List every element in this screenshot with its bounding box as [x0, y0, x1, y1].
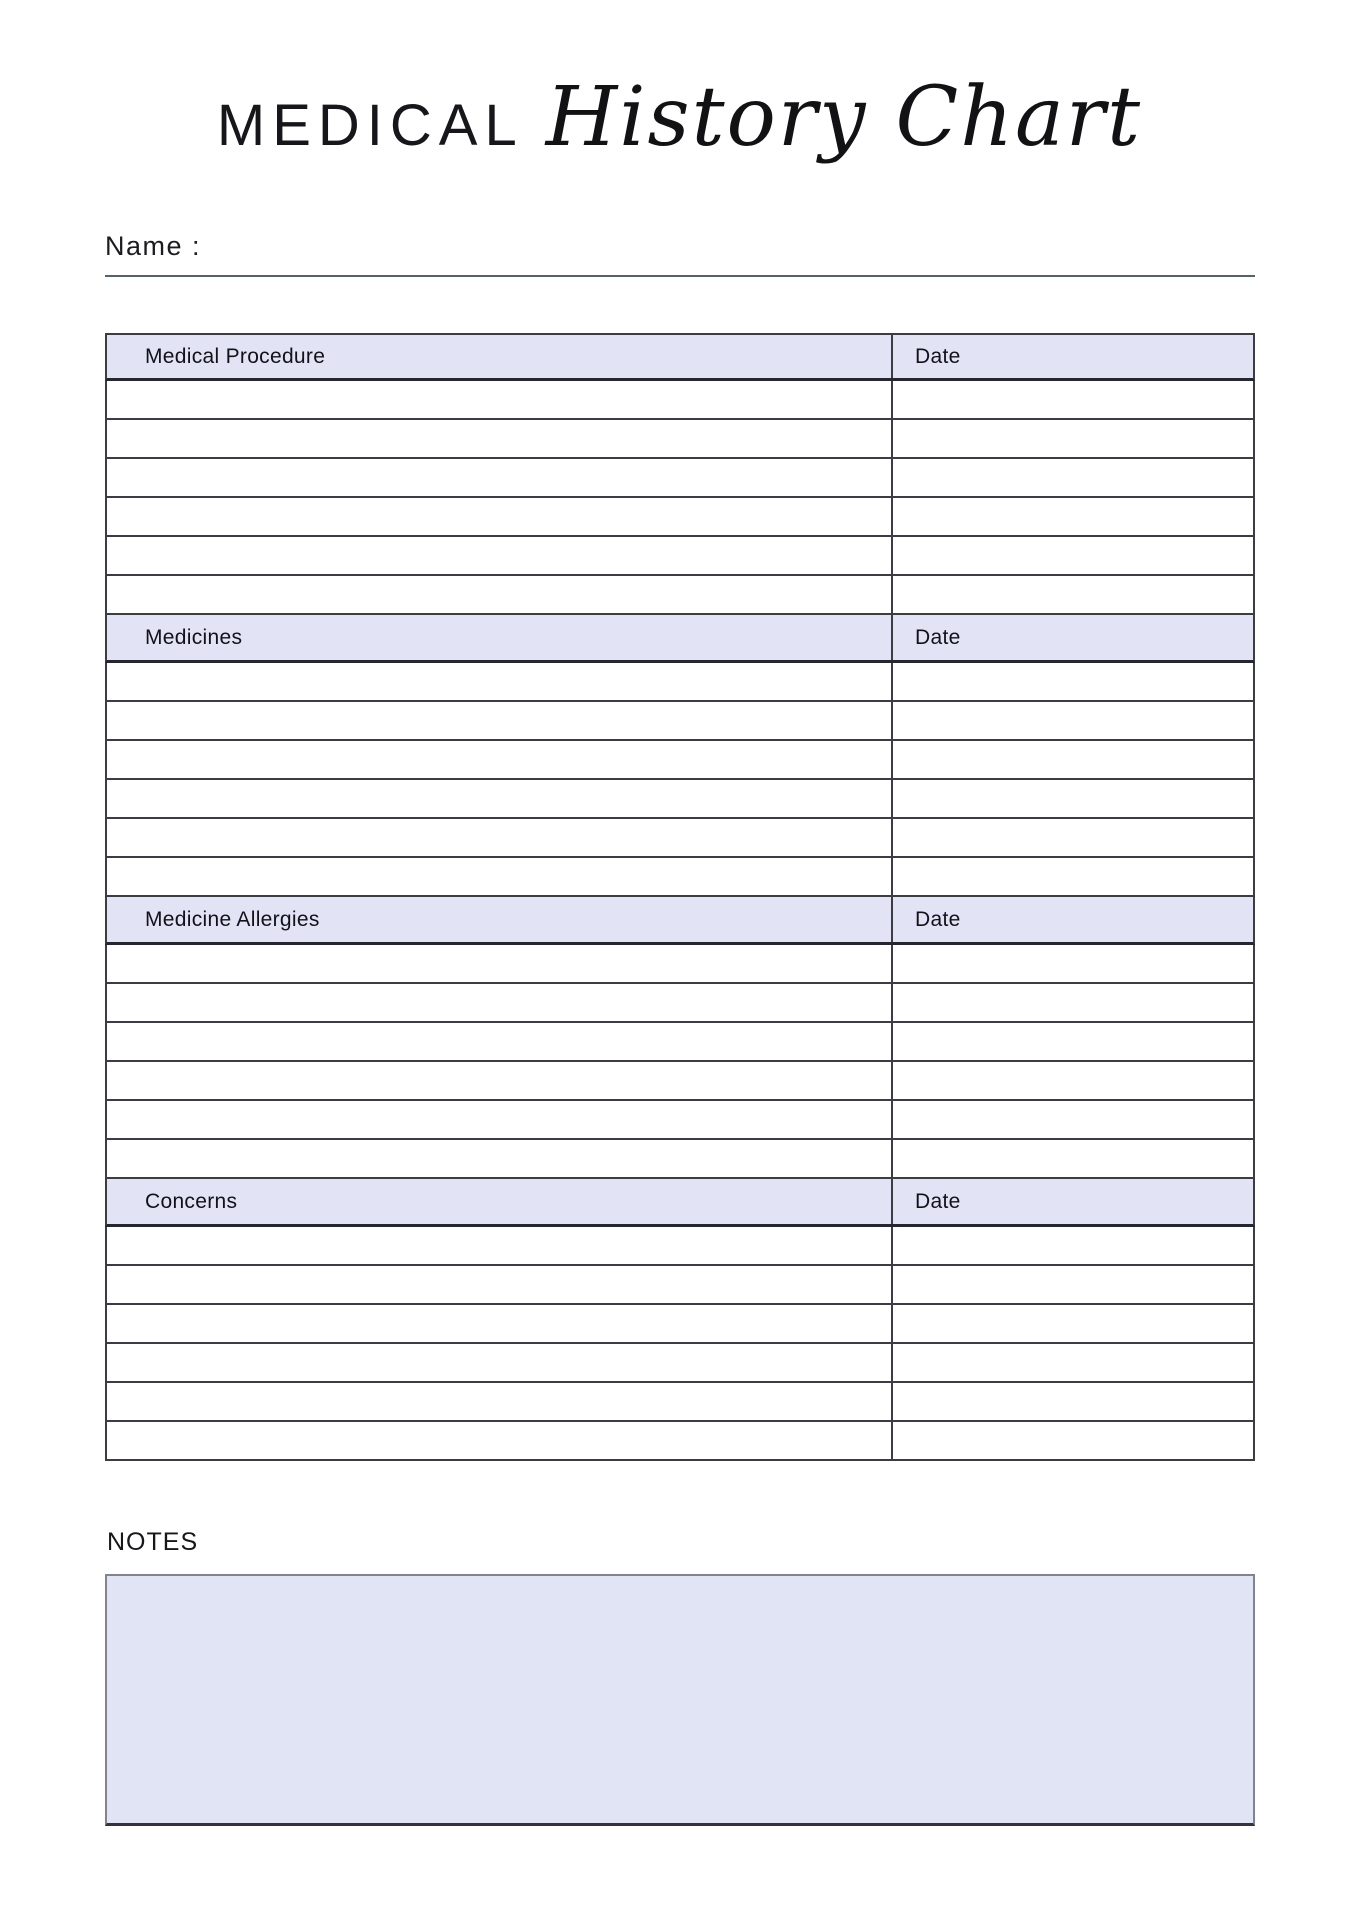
concern-cell[interactable]: [107, 1344, 893, 1381]
section-concerns: [105, 1179, 1255, 1461]
allergy-cell[interactable]: [107, 984, 893, 1021]
section-title-medicines: Medicines: [107, 615, 893, 660]
table-row: [105, 381, 1255, 420]
table-row: [105, 945, 1255, 984]
section-medicine-allergies: [105, 897, 1255, 1179]
table-row: [105, 741, 1255, 780]
table-row: [105, 858, 1255, 897]
section-header-row: [105, 333, 1255, 381]
table-row: [105, 498, 1255, 537]
date-cell[interactable]: [893, 1062, 1253, 1099]
date-cell[interactable]: [893, 702, 1253, 739]
table-row: [105, 576, 1255, 615]
table-row: [105, 819, 1255, 858]
date-cell[interactable]: [893, 1227, 1253, 1264]
table-row: [105, 1023, 1255, 1062]
date-cell[interactable]: [893, 1305, 1253, 1342]
section-header-row: [105, 615, 1255, 663]
date-column-header: Date: [915, 1189, 961, 1213]
medicine-cell[interactable]: [107, 858, 893, 895]
date-cell[interactable]: [893, 1344, 1253, 1381]
notes-label: NOTES: [107, 1528, 199, 1556]
date-column-header: Date: [915, 344, 961, 368]
date-cell[interactable]: [893, 1383, 1253, 1420]
medicine-cell[interactable]: [107, 780, 893, 817]
page-title-script: History Chart: [545, 70, 1143, 165]
table-row: [105, 780, 1255, 819]
table-row: [105, 537, 1255, 576]
procedure-cell[interactable]: [107, 459, 893, 496]
table-row: [105, 1227, 1255, 1266]
table-row: [105, 420, 1255, 459]
concern-cell[interactable]: [107, 1422, 893, 1459]
table-row: [105, 663, 1255, 702]
table-row: [105, 1422, 1255, 1461]
date-cell[interactable]: [893, 663, 1253, 700]
date-cell[interactable]: [893, 537, 1253, 574]
notes-input-area[interactable]: [105, 1574, 1255, 1826]
section-header-row: [105, 1179, 1255, 1227]
section-medical-procedure: [105, 333, 1255, 615]
medicine-cell[interactable]: [107, 819, 893, 856]
allergy-cell[interactable]: [107, 945, 893, 982]
allergy-cell[interactable]: [107, 1140, 893, 1177]
section-title-concerns: Concerns: [107, 1179, 893, 1224]
date-cell[interactable]: [893, 381, 1253, 418]
medicine-cell[interactable]: [107, 741, 893, 778]
date-cell[interactable]: [893, 741, 1253, 778]
concern-cell[interactable]: [107, 1383, 893, 1420]
table-row: [105, 702, 1255, 741]
table-row: [105, 459, 1255, 498]
date-cell[interactable]: [893, 459, 1253, 496]
history-tables: [105, 333, 1255, 1461]
table-row: [105, 1344, 1255, 1383]
table-row: [105, 1383, 1255, 1422]
date-cell[interactable]: [893, 1266, 1253, 1303]
date-cell[interactable]: [893, 1101, 1253, 1138]
section-title-medicine-allergies: Medicine Allergies: [107, 897, 893, 942]
allergy-cell[interactable]: [107, 1062, 893, 1099]
table-row: [105, 1062, 1255, 1101]
date-cell[interactable]: [893, 780, 1253, 817]
date-cell[interactable]: [893, 984, 1253, 1021]
date-cell[interactable]: [893, 819, 1253, 856]
procedure-cell[interactable]: [107, 420, 893, 457]
date-cell[interactable]: [893, 576, 1253, 613]
section-title-medical-procedure: Medical Procedure: [107, 335, 893, 378]
medicine-cell[interactable]: [107, 702, 893, 739]
date-cell[interactable]: [893, 498, 1253, 535]
section-medicines: [105, 615, 1255, 897]
date-cell[interactable]: [893, 420, 1253, 457]
procedure-cell[interactable]: [107, 381, 893, 418]
date-cell[interactable]: [893, 1023, 1253, 1060]
table-row: [105, 1140, 1255, 1179]
table-row: [105, 1266, 1255, 1305]
date-column-header: Date: [915, 625, 961, 649]
date-cell[interactable]: [893, 858, 1253, 895]
allergy-cell[interactable]: [107, 1101, 893, 1138]
page-title: [0, 70, 1359, 165]
section-header-row: [105, 897, 1255, 945]
date-column-header: Date: [915, 907, 961, 931]
table-row: [105, 1305, 1255, 1344]
concern-cell[interactable]: [107, 1305, 893, 1342]
name-field[interactable]: [105, 231, 1255, 277]
table-row: [105, 984, 1255, 1023]
allergy-cell[interactable]: [107, 1023, 893, 1060]
procedure-cell[interactable]: [107, 537, 893, 574]
date-cell[interactable]: [893, 1422, 1253, 1459]
concern-cell[interactable]: [107, 1227, 893, 1264]
page-title-plain: MEDICAL: [216, 93, 524, 158]
name-label: Name :: [105, 231, 202, 261]
concern-cell[interactable]: [107, 1266, 893, 1303]
procedure-cell[interactable]: [107, 498, 893, 535]
medicine-cell[interactable]: [107, 663, 893, 700]
date-cell[interactable]: [893, 945, 1253, 982]
table-row: [105, 1101, 1255, 1140]
date-cell[interactable]: [893, 1140, 1253, 1177]
procedure-cell[interactable]: [107, 576, 893, 613]
